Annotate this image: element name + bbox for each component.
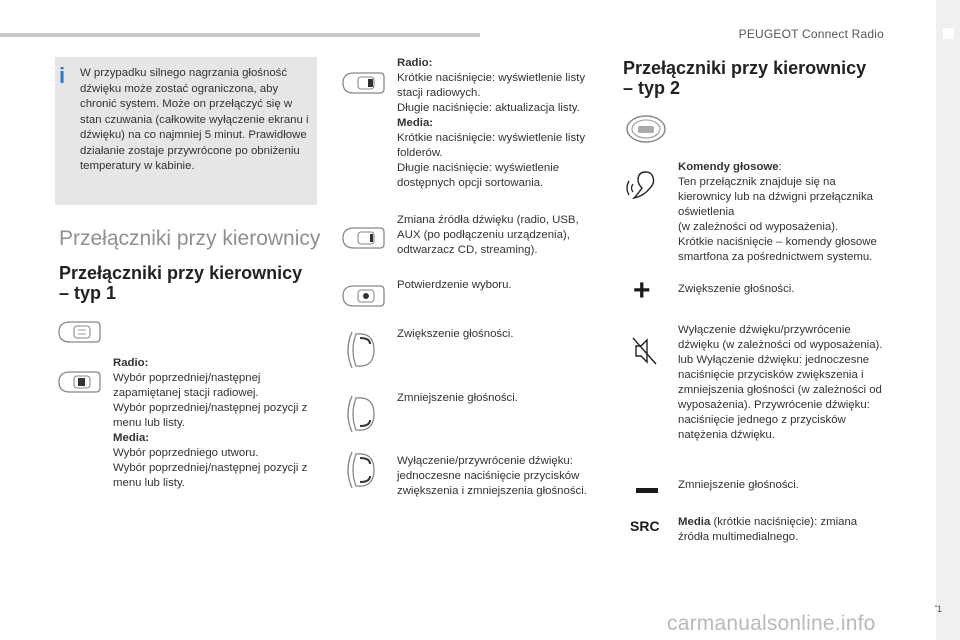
typ2-plus-text: Zwiększenie głośności. — [678, 283, 795, 295]
voice-command-icon — [624, 166, 662, 204]
typ2-mute-text: Wyłączenie dźwięku/przywrócenie dźwięku (w zależności od wyposażenia). lub Wyłączenie dźwięku: jednoczesne naciśnięcie przycisków zwiększenia i zmniejszenia głośności (w zależności od wyposażenia). Przywrócenie dźwięku: naciśnięcie jednego z przycisków natężenia dźwięku. — [678, 324, 883, 441]
mute-control-icon — [342, 448, 378, 492]
middle-vol-up-text: Zwiększenie głośności. — [397, 328, 514, 340]
volume-up-control-icon — [342, 328, 378, 372]
src-symbol: SRC — [630, 518, 660, 534]
typ2-voice-label: Komendy głosowe — [678, 161, 779, 173]
mute-speaker-icon — [630, 335, 660, 367]
middle-mute-text: Wyłączenie/przywrócenie dźwięku: jednoczesne naciśnięcie przycisków zwiększenia i zmniejszenia głośności. — [397, 455, 587, 497]
section-title: Przełączniki przy kierownicy — [59, 227, 321, 250]
middle-confirm-text: Potwierdzenie wyboru. — [397, 279, 512, 291]
watermark: carmanualsonline.info — [667, 612, 876, 635]
side-tab — [936, 0, 960, 640]
steering-control-left-active-icon — [56, 369, 102, 395]
page-number: 1 — [937, 604, 943, 614]
typ1-description — [113, 356, 313, 491]
typ2-minus-text: Zmniejszenie głośności. — [678, 479, 799, 491]
info-icon: i — [59, 63, 66, 88]
steering-wheel-icon — [625, 114, 667, 144]
typ1-media-label: Media: — [113, 432, 150, 444]
typ1-media-text: Wybór poprzedniego utworu. Wybór poprzedniej/następnej pozycji z menu lub listy. — [113, 447, 308, 489]
typ2-voice-description — [678, 160, 888, 265]
page-dot: . — [934, 594, 938, 610]
middle-media-text: Krótkie naciśnięcie: wyświetlenie listy folderów. Długie naciśnięcie: wyświetlenie dostępnych opcji sortowania. — [397, 132, 586, 189]
middle-source-text: Zmiana źródła dźwięku (radio, USB, AUX (po podłączeniu urządzenia), odtwarzacz CD, streaming). — [397, 214, 579, 256]
page-header-title: PEUGEOT Connect Radio — [738, 27, 884, 41]
minus-icon — [636, 488, 658, 493]
steering-control-radio-icon — [340, 70, 386, 96]
middle-radio-media-description — [397, 56, 607, 191]
typ1-radio-text: Wybór poprzedniej/następnej zapamiętanej stacji radiowej. Wybór poprzedniej/następnej pozycji z menu lub listy. — [113, 372, 308, 429]
middle-vol-down-text: Zmniejszenie głośności. — [397, 392, 518, 404]
middle-radio-label: Radio: — [397, 57, 433, 69]
steering-control-left-icon — [56, 319, 102, 345]
typ1-radio-label: Radio: — [113, 357, 149, 369]
middle-media-label: Media: — [397, 117, 434, 129]
header-bar — [0, 33, 480, 37]
plus-icon: + — [633, 274, 651, 307]
info-box-text: W przypadku silnego nagrzania głośność dźwięku może zostać ograniczona, aby chronić system. Może on przełączyć się w stan czuwania (całkowite wyłączenie ekranu i dźwięku) na co najmniej 5 minut. Prawidłowe działanie zostaje przywrócone po obniżeniu temperatury w kabinie. — [80, 67, 309, 172]
steering-control-confirm-icon — [340, 283, 386, 309]
volume-down-control-icon — [342, 392, 378, 436]
heading-typ1: Przełączniki przy kierownicy – typ 1 — [59, 263, 303, 303]
steering-control-source-icon — [340, 225, 386, 251]
typ2-src-description — [678, 515, 888, 545]
heading-typ2: Przełączniki przy kierownicy – typ 2 — [623, 58, 867, 98]
typ2-src-label: Media — [678, 516, 711, 528]
middle-radio-text: Krótkie naciśnięcie: wyświetlenie listy stacji radiowych. Długie naciśnięcie: aktualizacja listy. — [397, 72, 586, 114]
typ2-src-text: (krótkie naciśnięcie): zmiana źródła multimedialnego. — [678, 516, 858, 543]
typ2-voice-text: : Ten przełącznik znajduje się na kierownicy lub na dźwigni przełącznika oświetlenia (w zależności od wyposażenia). Krótkie naciśnięcie – komendy głosowe smartfona za pośrednictwem systemu. — [678, 161, 877, 263]
